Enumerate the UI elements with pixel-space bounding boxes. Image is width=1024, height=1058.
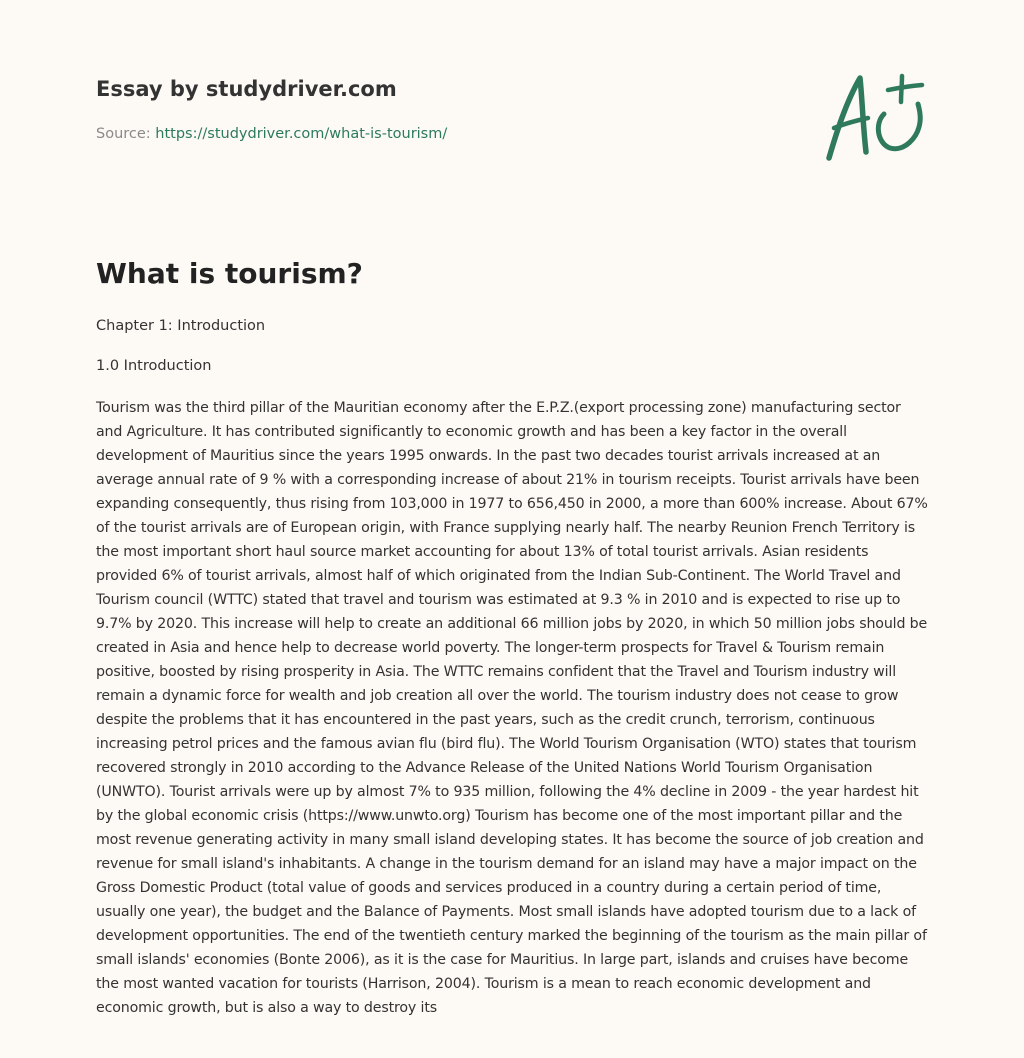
chapter-heading: Chapter 1: Introduction (96, 318, 266, 334)
section-heading: 1.0 Introduction (96, 358, 212, 374)
site-title: Essay by studydriver.com (96, 77, 397, 101)
essay-article (96, 255, 930, 1034)
essay-header (96, 74, 796, 144)
article-body: Tourism was the third pillar of the Mauritian economy after the E.P.Z.(export processing zone) manufacturing sector and Agriculture. It has contributed significantly to economic growth and has been a key factor in the overall development of Mauritius since the years 1995 onwards. In the past two decades tourist arrivals increased at an average annual rate of 9 % with a corresponding increase of about 21% in tourism receipts. Tourist arrivals have been expanding consequently, thus rising from 103,000 in 1977 to 656,450 in 2000, a more than 600% increase. About 67% of the tourist arrivals are of European origin, with France supplying nearly half. The nearby Reunion French Territory is the most important short haul source market accounting for about 13% of total tourist arrivals. Asian residents provided 6% of tourist arrivals, almost half of which originated from the Indian Sub-Continent. The World Travel and Tourism council (WTTC) stated that travel and tourism was estimated at 9.3 % in 2010 and is expected to rise up to 9.7% by 2020. This increase will help to create an additional 66 million jobs by 2020, in which 50 million jobs should be created in Asia and hence help to decrease world poverty. The longer-term prospects for Travel & Tourism remain positive, boosted by rising prosperity in Asia. The WTTC remains confident that the Travel and Tourism industry will remain a dynamic force for wealth and job creation all over the world. The tourism industry does not cease to grow despite the problems that it has encountered in the past years, such as the credit crunch, terrorism, continuous increasing petrol prices and the famous avian flu (bird flu). The World Tourism Organisation (WTO) states that tourism recovered strongly in 2010 according to the Advance Release of the United Nations World Tourism Organisation (UNWTO). Tourist arrivals were up by almost 7% to 935 million, following the 4% decline in 2009 - the year hardest hit by the global economic crisis (https://www.unwto.org) Tourism has become one of the most important pillar and the most revenue generating activity in many small island developing states. It has become the source of job creation and revenue for small island's inhabitants. A change in the tourism demand for an island may have a major impact on the Gross Domestic Product (total value of goods and services produced in a country during a certain period of time, usually one year), the budget and the Balance of Payments. Most small islands have adopted tourism due to a lack of development opportunities. The end of the twentieth century marked the beginning of the tourism as the main pillar of small islands' economies (Bonte 2006), as it is the case for Mauritius. In large part, islands and cruises have become the most wanted vacation for tourists (Harrison, 2004). Tourism is a mean to reach economic development and economic growth, but is also a way to destroy its (96, 400, 928, 1016)
a-plus-logo-icon (822, 68, 928, 164)
article-title: What is tourism? (96, 257, 363, 290)
source-link[interactable]: https://studydriver.com/what-is-tourism/ (155, 126, 448, 142)
source-line (96, 124, 796, 144)
source-label: Source: (96, 126, 156, 142)
